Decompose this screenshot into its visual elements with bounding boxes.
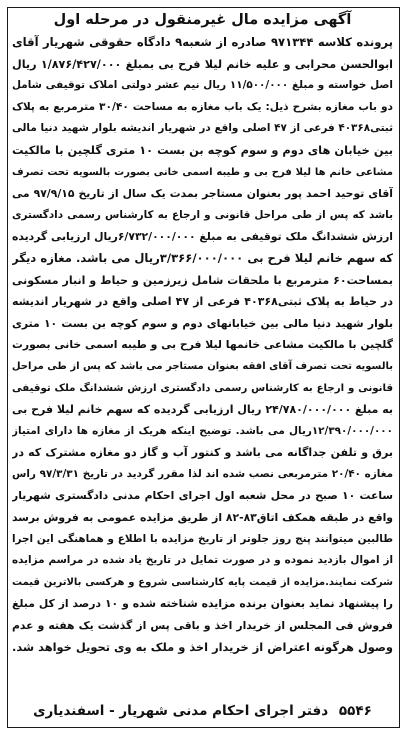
notice-line: واقع در طبقه همکف اتاق۸۳-۸۲ از طریق مزایده عمومی به فروش برسد — [12, 511, 393, 525]
notice-line: ساعت ۱۰ صبح در محل شعبه اول اجرای احکام مدنی دادگستری شهریار — [12, 489, 393, 503]
notice-line: را پیشنهاد نماید بعنوان برنده مزایده شناخته شده و ۱۰ درصد از کل مبلغ — [12, 597, 393, 611]
notice-line: گلچین با مالکیت مشاعی خانمها لیلا فرح بی و طیبه اسمی خانی بصورت — [12, 338, 393, 352]
notice-title: آگهی مزایده مال غیرمنقول در مرحله اول — [53, 12, 352, 28]
notice-footer — [12, 701, 393, 721]
notice-line: مشاعی خانم ها لیلا فرح بی و طیبه اسمی خانی بصورت بالسویه تحت تصرف — [12, 166, 393, 178]
notice-line: بلوار شهید دنیا مالی بین خیابانهای دوم و سوم کوچه بن بست ۱۰ متری — [12, 316, 393, 330]
notice-code: ۵۵۴۶ — [338, 703, 372, 719]
notice-line: از اموال بازدید نموده و در صورت تمایل در تاریخ یاد شده در مراسم مزایده — [12, 554, 393, 567]
notice-line: وصول هرگونه اعتراض از خریدار اخذ و ملک به وی تحویل خواهد شد. — [12, 639, 393, 654]
notice-line: دو باب مغازه بشرح ذیل: یک باب مغازه به مساحت ۳۰/۴۰ مترمربع به پلاک — [12, 100, 393, 113]
notice-line: آقای توحید احمد پور بعنوان مستاجر بمدت یک سال از تاریخ ۹۷/۹/۱۵ می — [12, 187, 393, 201]
notice-line: بالسویه تحت تصرف آقای افقه بعنوان مستاجر می باشد که پس از طی مراحل — [12, 360, 393, 372]
notice-line: ارزش ششدانگ ملک توقیفی به مبلغ ۶/۷۳۲/۰۰۰/۰۰۰ریال ارزیابی گردیده — [12, 230, 393, 244]
notice-line: مغازه ۲۰/۴۰ مترمربعی نصب شده اند لذا مقرر گردید در تاریخ ۹۷/۳/۳۱ راس — [12, 467, 393, 480]
notice-line: که سهم خانم لیلا فرح بی ۳/۳۶۶/۰۰۰/۰۰۰ریال می باشد. مغازه دیگر — [12, 250, 393, 265]
notice-line: پرونده کلاسه ۹۷۱۳۴۴ صادره از شعبه۹ دادگاه حقوقی شهریار آقای — [12, 35, 393, 49]
notice-body — [12, 32, 393, 658]
notice-line: اصل خواسته و مبلغ ۱۱/۵۰۰/۰۰۰ ریال نیم عشر دولتی املاک توقیفی شامل — [12, 79, 393, 92]
notice-line: ۱۲/۳۹۰/۰۰۰/۰۰۰ریال می باشد. توضیح اینکه هریک از مغازه ها دارای امتیاز — [12, 424, 393, 437]
notice-line: فروش فی المجلس از خریدار اخذ و باقی پس از گذشت یک هفته و عدم — [12, 619, 393, 633]
notice-line: بمساحت۶۰ مترمربع با ملحقات شامل زیرزمین و حیاط و انبار مسکونی — [12, 273, 393, 287]
notice-line: قانونی و ارجاع به کارشناس رسمی دادگستری ارزش ششدانگ ملک توقیفی — [12, 382, 393, 394]
notice-line: طالبین میتوانند پنج روز جلوتر از تاریخ مزایده با اطلاع و هماهنگی این اجرا — [12, 532, 393, 545]
notice-line: بین خیابان های دوم و سوم کوچه بن بست ۱۰ متری گلچین با مالکیت — [12, 142, 393, 157]
notice-line: ابوالحسن محرابی و علیه خانم لیلا فرح بی بمبلغ ۱/۸۷۶/۴۲۷/۰۰۰ ریال — [12, 57, 393, 71]
notice-line: ثبتی۴۰۳۶۸ فرعی از ۴۷ اصلی واقع در شهریار اندیشه بلوار شهید دنیا مالی — [12, 122, 393, 135]
notice-line: شرکت نمایند.مزایده از قیمت پایه کارشناسی شروع و هرکسی بالاترین قیمت — [12, 576, 393, 588]
issuing-office: دفتر اجرای احکام مدنی شهریار - اسفندیاری — [33, 703, 329, 719]
notice-line: در حیاط به پلاک ثبتی۴۰۳۶۸ فرعی از ۴۷ اصلی واقع در شهریار اندیشه — [12, 295, 393, 309]
notice-line: باشد که پس از طی مراحل قانونی و ارجاع به کارشناس رسمی دادگستری — [12, 208, 393, 221]
notice-line: برق و تلفن جداگانه می باشد و کنتور آب و گاز دو مغازه مشترک که در — [12, 446, 393, 460]
notice-line: به مبلغ ۲۴/۷۸۰/۰۰۰/۰۰۰ ریال ارزیابی گردیده که سهم خانم لیلا فرح بی — [12, 403, 393, 417]
